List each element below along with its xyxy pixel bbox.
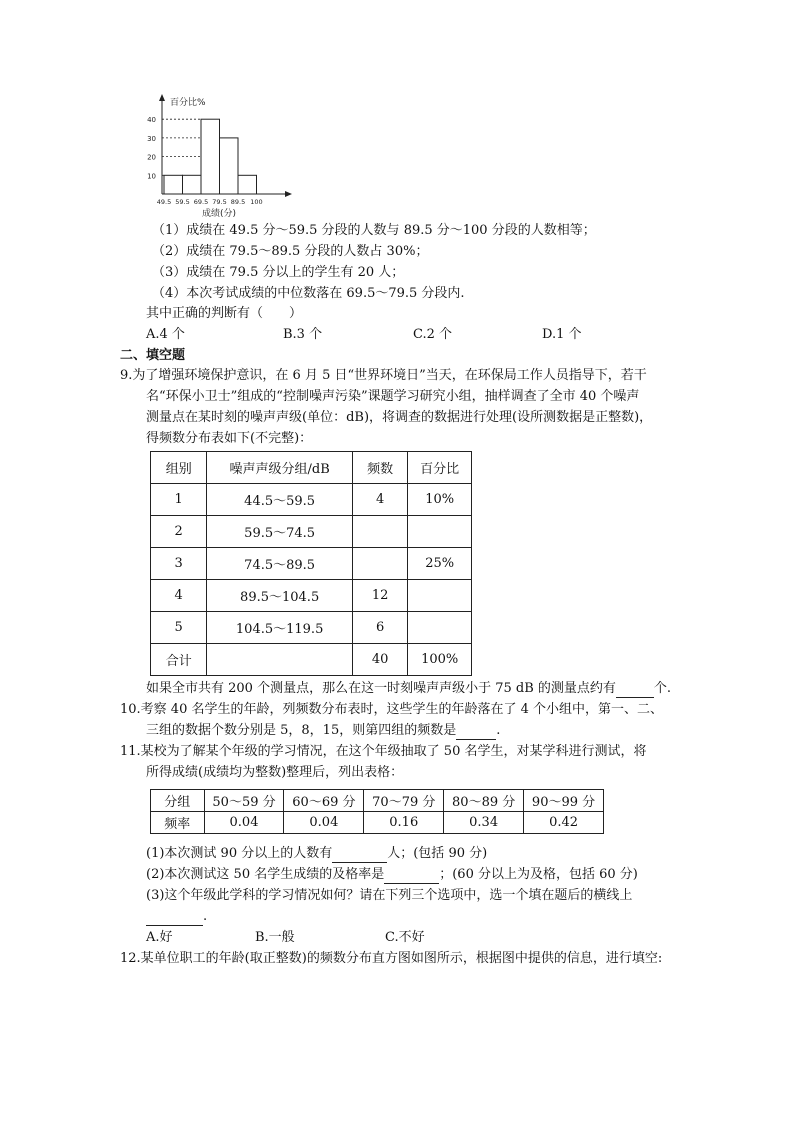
table-cell [408, 612, 472, 644]
section-title-fill-in: 二、填空题 [120, 348, 186, 363]
q9-followup-text: 如果全市共有 200 个测量点，那么在这一时刻噪声声级小于 75 dB 的测量点约有 [146, 681, 616, 696]
table-cell [352, 548, 407, 580]
x-tick-label: 59.5 [175, 198, 190, 206]
table-cell: 2 [151, 516, 207, 548]
table-cell: 44.5～59.5 [207, 484, 352, 516]
q9-followup [146, 680, 671, 698]
q11-part-1-blank[interactable] [332, 848, 387, 863]
x-tick-label: 100 [250, 198, 263, 206]
table-row [151, 548, 472, 580]
y-axis-label: 百分比% [170, 98, 206, 108]
table-cell: 25% [408, 548, 472, 580]
y-tick-label: 30 [147, 134, 156, 143]
header-cell: 频数 [352, 452, 407, 484]
y-tick-label: 20 [147, 153, 156, 162]
q12-line-1: 12.某单位职工的年龄(取正整数)的频数分布直方图如图所示，根据图中提供的信息，进行填空: [120, 951, 663, 966]
x-tick-label: 79.5 [212, 198, 227, 206]
x-axis-label: 成绩(分) [202, 209, 237, 219]
histogram-bar [201, 119, 220, 194]
q10-line-2-text: 三组的数据个数分别是 5，8，15，则第四组的频数是 [146, 723, 457, 738]
q8-statement-1: （1）成绩在 49.5 分～59.5 分段的人数与 89.5 分～100 分段的人数相等； [152, 223, 596, 238]
y-tick-label: 40 [147, 116, 156, 125]
q10-line-2 [146, 722, 500, 740]
q11-part-3-blank[interactable] [146, 911, 203, 926]
table-row [151, 644, 472, 676]
histogram-bar [238, 175, 257, 194]
table-cell [352, 516, 407, 548]
table-cell: 10% [408, 484, 472, 516]
q10-line-2-end: . [496, 723, 501, 738]
table-cell [207, 644, 352, 676]
histogram-bar [183, 175, 202, 194]
table-cell: 89.5～104.5 [207, 580, 352, 612]
frequency-cell: 0.04 [204, 812, 284, 834]
q9-line-3: 测量点在某时刻的噪声声级(单位：dB)，将调查的数据进行处理(设所测数据是正整数)， [146, 410, 653, 425]
group-cell: 90～99 分 [524, 790, 604, 812]
y-tick-label: 10 [147, 172, 156, 181]
y-axis-arrow [159, 94, 165, 101]
y-tick-labels [147, 116, 156, 180]
q11-line-1: 11.某校为了解某个年级的学习情况，在这个年级抽取了 50 名学生，对某学科进行测试，将 [120, 744, 647, 759]
x-axis-arrow [285, 191, 292, 197]
histogram-bars [164, 119, 257, 194]
table-cell: 合计 [151, 644, 207, 676]
table-cell [408, 516, 472, 548]
q8-statement-4: （4）本次考试成绩的中位数落在 69.5～79.5 分段内. [152, 286, 465, 301]
table-cell: 104.5～119.5 [207, 612, 352, 644]
table-cell: 40 [352, 644, 407, 676]
table-cell: 4 [151, 580, 207, 612]
table-cell: 4 [352, 484, 407, 516]
x-tick-label: 49.5 [156, 198, 172, 206]
histogram-bar [164, 175, 183, 194]
header-cell: 百分比 [408, 452, 472, 484]
q11-part-2-blank[interactable] [384, 869, 439, 884]
group-cell: 70～79 分 [364, 790, 444, 812]
q8-option-d[interactable]: D.1 个 [542, 327, 582, 342]
percentage-histogram [140, 90, 300, 220]
q10-answer-blank[interactable] [456, 725, 496, 740]
noise-frequency-table [150, 451, 472, 676]
group-cell: 80～89 分 [444, 790, 524, 812]
q8-option-c[interactable]: C.2 个 [413, 327, 453, 342]
q11-part-2-end: ；(60 分以上为及格，包括 60 分) [439, 867, 638, 882]
table-cell: 59.5～74.5 [207, 516, 352, 548]
table-cell: 3 [151, 548, 207, 580]
q9-line-2: 名“环保小卫士”组成的“控制噪声污染”课题学习研究小组，抽样调查了全市 40 个噪声 [146, 389, 640, 404]
table-cell: 12 [352, 580, 407, 612]
x-tick-labels [157, 198, 263, 206]
dashed-guides [162, 119, 201, 175]
header-cell: 噪声声级分组/dB [207, 452, 352, 484]
q11-part-1-text: (1)本次测试 90 分以上的人数有 [146, 846, 333, 861]
x-tick-label: 89.5 [230, 198, 246, 206]
table-row [151, 516, 472, 548]
q11-part-1 [146, 845, 487, 863]
q11-part-2 [146, 866, 638, 884]
table-cell: 74.5～89.5 [207, 548, 352, 580]
q11-line-2: 所得成绩(成绩均为整数)整理后，列出表格： [146, 765, 404, 780]
header-cell: 组别 [151, 452, 207, 484]
group-cell: 50～59 分 [204, 790, 284, 812]
frequency-cell: 0.34 [444, 812, 524, 834]
table-row [151, 612, 472, 644]
frequency-cell: 0.42 [524, 812, 604, 834]
q9-line-1: 9.为了增强环境保护意识，在 6 月 5 日“世界环境日”当天，在环保局工作人员指导下，若干 [120, 368, 647, 383]
table-row [151, 484, 472, 516]
x-tick-label: 69.5 [193, 198, 209, 206]
q8-statement-3: （3）成绩在 79.5 分以上的学生有 20 人； [152, 265, 405, 280]
group-row [151, 790, 604, 812]
q8-statement-2: （2）成绩在 79.5～89.5 分段的人数占 30%； [152, 244, 429, 259]
score-frequency-table [150, 789, 604, 834]
table-cell: 100% [408, 644, 472, 676]
q11-part-3-answer [146, 908, 207, 926]
row-head-cell: 分组 [151, 790, 205, 812]
q11-option-b[interactable]: B.一般 [255, 930, 295, 945]
table-cell: 6 [352, 612, 407, 644]
table-row [151, 580, 472, 612]
frequency-cell: 0.16 [364, 812, 444, 834]
frequency-row [151, 812, 604, 834]
q11-part-2-text: (2)本次测试这 50 名学生成绩的及格率是 [146, 867, 385, 882]
table-header-row [151, 452, 472, 484]
table-cell: 1 [151, 484, 207, 516]
q11-part-1-end: 人；(包括 90 分) [387, 846, 488, 861]
q8-option-a[interactable]: A.4 个 [146, 327, 185, 342]
q11-part-3-end: . [203, 909, 208, 924]
row-head-cell: 频率 [151, 812, 205, 834]
q11-option-c[interactable]: C.不好 [385, 930, 425, 945]
q11-option-a[interactable]: A.好 [146, 930, 173, 945]
q9-followup-end: 个. [653, 681, 672, 696]
q9-answer-blank[interactable] [616, 683, 654, 698]
frequency-cell: 0.04 [284, 812, 364, 834]
table-cell [408, 580, 472, 612]
group-cell: 60～69 分 [284, 790, 364, 812]
q10-line-1: 10.考察 40 名学生的年龄，列频数分布表时，这些学生的年龄落在了 4 个小组中，第一、二、 [120, 702, 664, 717]
histogram-bar [220, 138, 239, 194]
q8-option-b[interactable]: B.3 个 [283, 327, 323, 342]
q8-question: 其中正确的判断有（ ） [146, 306, 303, 321]
q11-part-3: (3)这个年级此学科的学习情况如何？请在下列三个选项中，选一个填在题后的横线上 [146, 888, 633, 903]
table-cell: 5 [151, 612, 207, 644]
q9-line-4: 得频数分布表如下(不完整)： [146, 431, 313, 446]
